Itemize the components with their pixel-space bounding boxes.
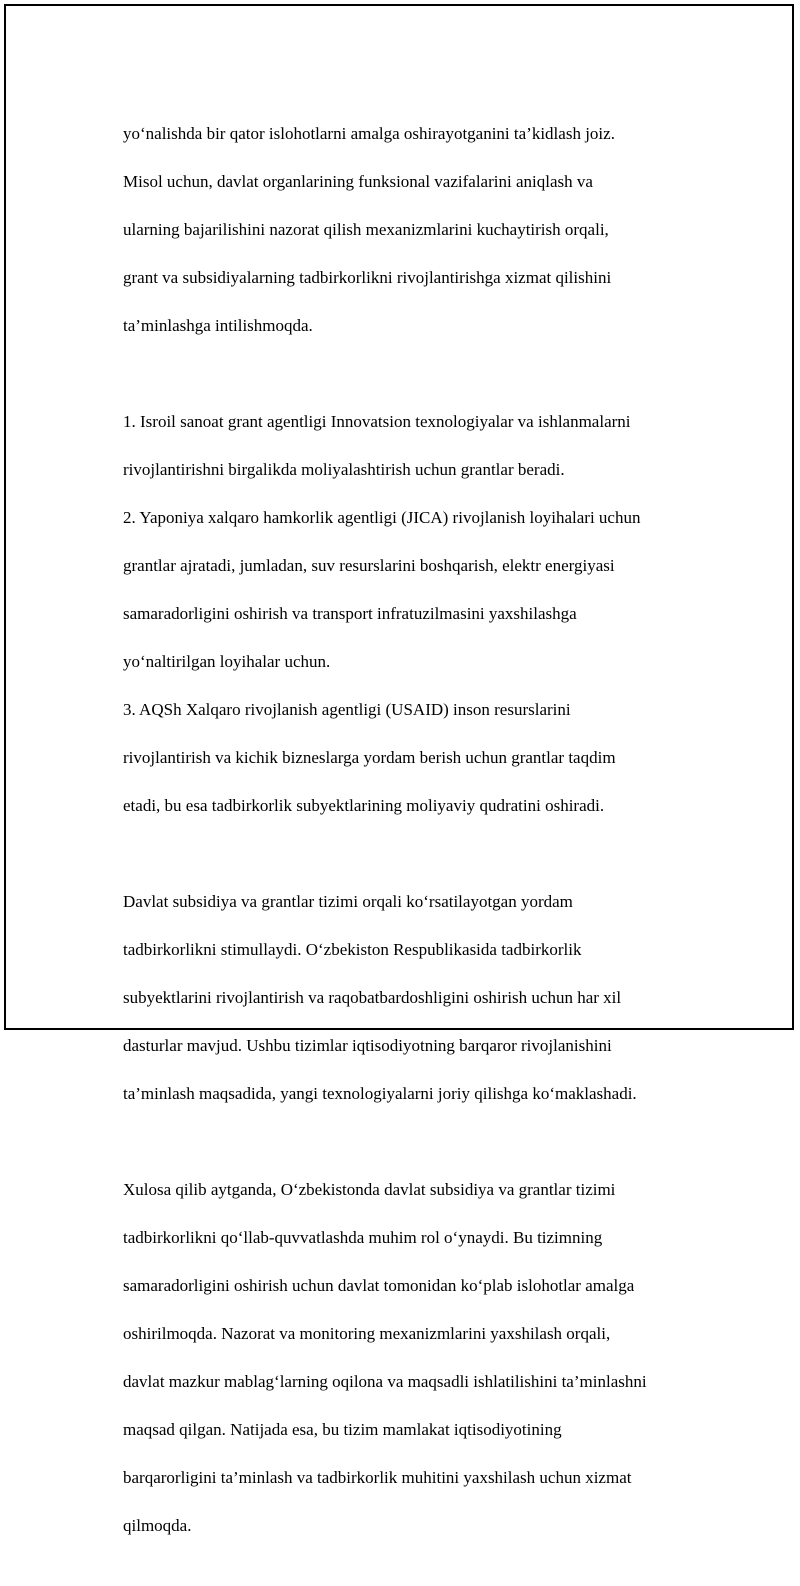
text-line: Misol uchun, davlat organlarining funksional vazifalarini aniqlash va [123, 172, 593, 191]
text-line: 3. AQSh Xalqaro rivojlanish agentligi (USAID) inson resurslarini [123, 700, 571, 719]
paragraph-conclusion [123, 1154, 703, 1562]
text-line: etadi, bu esa tadbirkorlik subyektlarining moliyaviy qudratini oshiradi. [123, 796, 605, 815]
text-line: samaradorligini oshirish va transport infratuzilmasini yaxshilashga [123, 604, 577, 623]
text-line: yo‘naltirilgan loyihalar uchun. [123, 652, 331, 671]
text-line: dasturlar mavjud. Ushbu tizimlar iqtisodiyotning barqaror rivojlanishini [123, 1036, 612, 1055]
text-line: rivojlantirish va kichik bizneslarga yordam berish uchun grantlar taqdim [123, 748, 616, 767]
text-line: barqarorligini ta’minlash va tadbirkorlik muhitini yaxshilash uchun xizmat [123, 1468, 632, 1487]
paragraph-intro [123, 98, 703, 362]
text-line: yo‘nalishda bir qator islohotlarni amalga oshirayotganini ta’kidlash joiz. [123, 124, 615, 143]
text-line: tadbirkorlikni qo‘llab-quvvatlashda muhim rol o‘ynaydi. Bu tizimning [123, 1228, 603, 1247]
text-line: rivojlantirishni birgalikda moliyalashtirish uchun grantlar beradi. [123, 460, 565, 479]
paragraph-numbered-list [123, 386, 703, 842]
text-line: maqsad qilgan. Natijada esa, bu tizim mamlakat iqtisodiyotining [123, 1420, 562, 1439]
text-line: ularning bajarilishini nazorat qilish mexanizmlarini kuchaytirish orqali, [123, 220, 609, 239]
text-line: davlat mazkur mablag‘larning oqilona va maqsadli ishlatilishini ta’minlashni [123, 1372, 647, 1391]
text-line: qilmoqda. [123, 1516, 192, 1535]
text-line: ta’minlash maqsadida, yangi texnologiyalarni joriy qilishga ko‘maklashadi. [123, 1084, 637, 1103]
text-line: tadbirkorlikni stimullaydi. O‘zbekiston Respublikasida tadbirkorlik [123, 940, 582, 959]
document-body [123, 98, 703, 1586]
text-line: grant va subsidiyalarning tadbirkorlikni rivojlantirishga xizmat qilishini [123, 268, 612, 287]
text-line: 1. Isroil sanoat grant agentligi Innovatsion texnologiyalar va ishlanmalarni [123, 412, 631, 431]
text-line: 2. Yaponiya xalqaro hamkorlik agentligi (JICA) rivojlanish loyihalari uchun [123, 508, 641, 527]
paragraph-support [123, 866, 703, 1130]
page-frame [4, 4, 794, 1535]
text-line: ta’minlashga intilishmoqda. [123, 316, 313, 335]
text-line: Xulosa qilib aytganda, O‘zbekistonda davlat subsidiya va grantlar tizimi [123, 1180, 616, 1199]
text-line: Davlat subsidiya va grantlar tizimi orqali ko‘rsatilayotgan yordam [123, 892, 573, 911]
text-line: subyektlarini rivojlantirish va raqobatbardoshligini oshirish uchun har xil [123, 988, 622, 1007]
text-line: grantlar ajratadi, jumladan, suv resurslarini boshqarish, elektr energiyasi [123, 556, 615, 575]
text-line: oshirilmoqda. Nazorat va monitoring mexanizmlarini yaxshilash orqali, [123, 1324, 611, 1343]
text-line: samaradorligini oshirish uchun davlat tomonidan ko‘plab islohotlar amalga [123, 1276, 635, 1295]
